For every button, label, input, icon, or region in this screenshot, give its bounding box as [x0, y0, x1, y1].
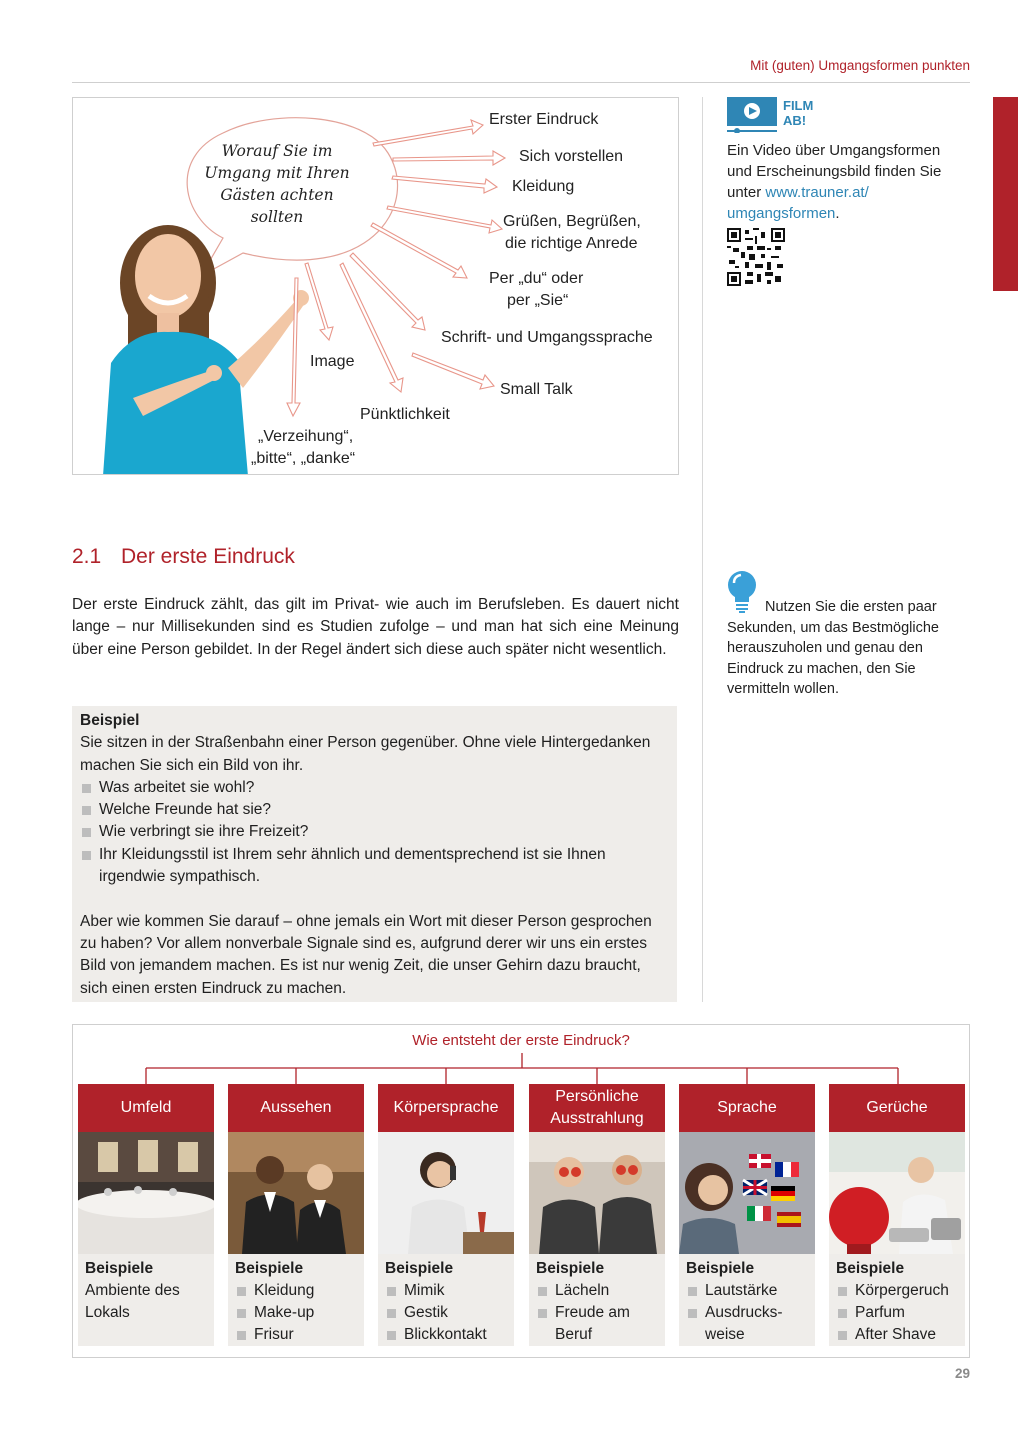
list-item: Blickkontakt — [385, 1324, 507, 1346]
waiters-photo — [228, 1132, 364, 1254]
example-text: Ambiente des Lokals — [85, 1282, 180, 1321]
list-item: After Shave — [836, 1324, 958, 1346]
category-heading: Körpersprache — [378, 1084, 514, 1132]
list-item: Make-up — [235, 1302, 357, 1324]
category-heading: Aussehen — [228, 1084, 364, 1132]
film-link[interactable]: www.trauner.at/ umgangsformen — [727, 184, 869, 222]
mindmap-label: per „Sie“ — [507, 292, 569, 309]
film-text — [727, 140, 967, 224]
mindmap-label: „Verzeihung“, — [258, 428, 354, 445]
examples-label: Beispiele — [85, 1260, 154, 1277]
film-label — [783, 98, 843, 128]
list-item: Lautstärke — [686, 1280, 808, 1302]
category-list — [686, 1280, 808, 1346]
intro-paragraph: Der erste Eindruck zählt, das gilt im Privat- wie auch im Berufsleben. Es dauert nicht lange – nur Millisekunden sind es Studien zufolge – und man hat sich eine Meinung über eine Person gebildet. In der Regel ändert sich diese auch später nicht wesentlich. — [72, 596, 679, 658]
spacer — [80, 888, 669, 910]
examples-label: Beispiele — [836, 1260, 905, 1277]
list-item: Körpergeruch — [836, 1280, 958, 1302]
impression-diagram — [72, 1024, 970, 1358]
chapter-tab — [993, 97, 1018, 291]
film-label-line: AB! — [783, 113, 807, 128]
section-number: 2.1 — [72, 545, 102, 568]
column-divider — [702, 97, 703, 1002]
list-item: Ausdrucks-weise — [686, 1302, 808, 1346]
mindmap-label: Grüßen, Begrüßen, — [503, 213, 641, 230]
list-item: Gestik — [385, 1302, 507, 1324]
running-header: Mit (guten) Umgangsformen punkten — [750, 58, 970, 73]
list-item: Lächeln — [536, 1280, 658, 1302]
mindmap-label: „bitte“, „danke“ — [251, 450, 356, 467]
list-item: Frisur — [235, 1324, 357, 1346]
list-item: Mimik — [385, 1280, 507, 1302]
mindmap-label: Per „du“ oder — [489, 270, 584, 287]
languages-photo — [679, 1132, 815, 1254]
restaurant-photo — [78, 1132, 214, 1254]
mindmap-label: Erster Eindruck — [489, 111, 599, 128]
film-punct: . — [835, 205, 840, 222]
bubble-text: Worauf Sie im Umgang mit Ihren Gästen achten sollten — [204, 142, 350, 226]
example-lead: Sie sitzen in der Straßenbahn einer Person gegenüber. Ohne viele Hintergedanken machen Sie sich ein Bild von ihr. — [80, 734, 651, 774]
category-heading: Sprache — [679, 1084, 815, 1132]
list-item: Welche Freunde hat sie? — [80, 799, 669, 821]
category-heading: Gerüche — [829, 1084, 965, 1132]
example-heading: Beispiel — [80, 712, 140, 729]
list-item: Parfum — [836, 1302, 958, 1324]
diagram-connectors — [73, 1025, 971, 1085]
qr-code-icon[interactable] — [727, 228, 785, 286]
mindmap-label: Image — [310, 353, 355, 370]
category-heading: Persönliche Ausstrahlung — [529, 1084, 665, 1132]
examples-label: Beispiele — [686, 1260, 755, 1277]
kitchen-photo — [829, 1132, 965, 1254]
category-ausstrahlung — [529, 1084, 665, 1346]
diagram-title: Wie entsteht der erste Eindruck? — [412, 1032, 630, 1049]
chefs-photo — [529, 1132, 665, 1254]
example-closing: Aber wie kommen Sie darauf – ohne jemals ein Wort mit dieser Person gesprochen zu haben? Vor allem nonverbale Signale sind es, aufgrund derer wir uns ein erstes Bild von jemandem machen. Es ist nur wenig Zeit, die unser Gehirn dazu braucht, sich einen ersten Eindruck zu machen. — [80, 912, 652, 997]
mindmap-label: Pünktlichkeit — [360, 406, 450, 423]
mindmap-label: Kleidung — [512, 178, 575, 195]
film-description: Ein Video über Umgangsformen und Erscheinungsbild finden Sie unter — [727, 142, 942, 201]
category-body — [228, 1254, 364, 1350]
category-list — [385, 1280, 507, 1346]
category-body — [378, 1254, 514, 1350]
list-item: Was arbeitet sie wohl? — [80, 777, 669, 799]
list-item: Kleidung — [235, 1280, 357, 1302]
category-body — [529, 1254, 665, 1350]
example-box — [72, 706, 677, 1002]
list-item: Wie verbringt sie ihre Freizeit? — [80, 821, 669, 843]
examples-label: Beispiele — [536, 1260, 605, 1277]
category-body — [829, 1254, 965, 1350]
category-gerueche — [829, 1084, 965, 1346]
woman-phone-photo — [378, 1132, 514, 1254]
tip-text: Nutzen Sie die ersten paar Sekunden, um das Bestmögliche herauszuholen und genau den Eindruck zu machen, den Sie vermitteln wollen. — [727, 599, 939, 697]
category-body — [78, 1254, 214, 1328]
list-item: Ihr Kleidungsstil ist Ihrem sehr ähnlich und dementsprechend ist sie Ihnen irgendwie sympathisch. — [80, 844, 669, 889]
category-koerpersprache — [378, 1084, 514, 1346]
category-list — [536, 1280, 658, 1346]
mindmap-figure — [72, 97, 679, 475]
section-heading — [72, 545, 295, 569]
list-item: Freude am Beruf — [536, 1302, 658, 1346]
category-heading: Umfeld — [78, 1084, 214, 1132]
header-rule — [72, 82, 970, 83]
category-list — [836, 1280, 958, 1346]
category-umfeld — [78, 1084, 214, 1346]
category-aussehen — [228, 1084, 364, 1346]
mindmap-label: Schrift- und Umgangssprache — [441, 329, 653, 346]
category-sprache — [679, 1084, 815, 1346]
mindmap-label: Sich vorstellen — [519, 148, 624, 165]
category-body — [679, 1254, 815, 1350]
example-list — [80, 777, 669, 888]
section-title: Der erste Eindruck — [121, 545, 295, 568]
examples-label: Beispiele — [385, 1260, 454, 1277]
page-number: 29 — [954, 1366, 970, 1381]
mindmap-label: Small Talk — [500, 381, 573, 398]
examples-label: Beispiele — [235, 1260, 304, 1277]
category-list — [235, 1280, 357, 1346]
mindmap-label: die richtige Anrede — [505, 235, 638, 252]
film-icon[interactable] — [727, 97, 777, 133]
film-label-line: FILM — [783, 98, 814, 113]
